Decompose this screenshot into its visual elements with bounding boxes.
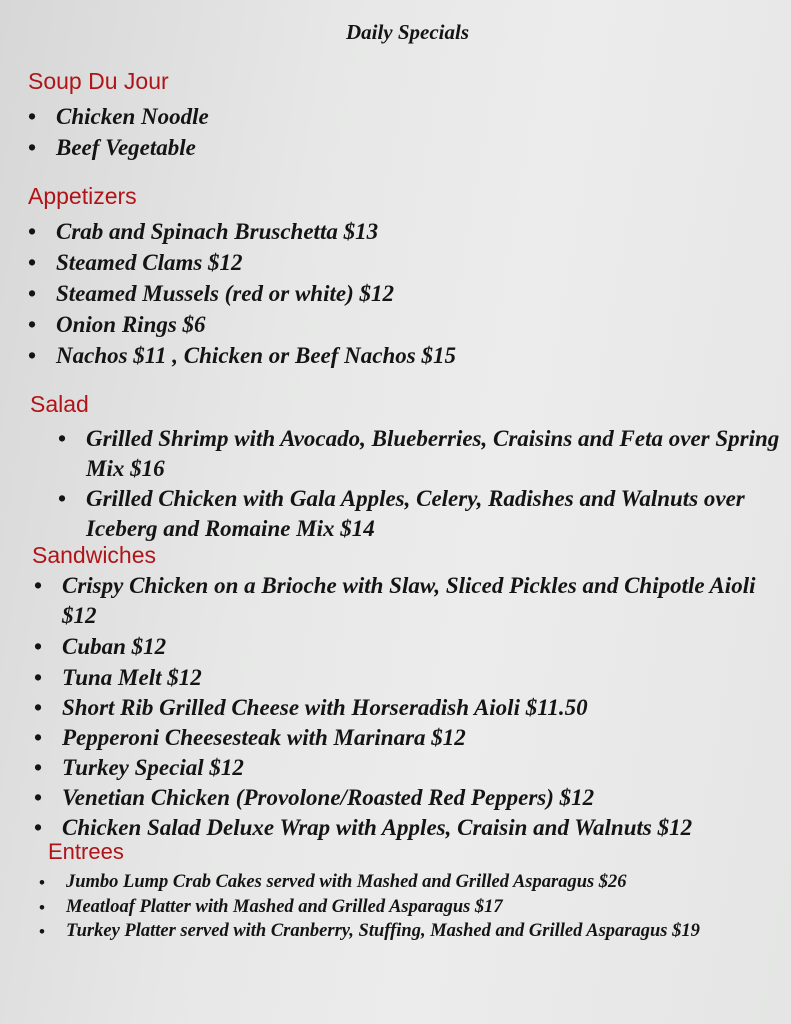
salad-list <box>58 424 782 544</box>
list-item: • Chicken Noodle <box>28 104 209 129</box>
list-item: • Cuban $12 <box>34 634 167 659</box>
list-item: • Short Rib Grilled Cheese with Horseradish Aioli $11.50 <box>34 695 588 720</box>
appetizers-heading: Appetizers <box>28 183 137 209</box>
entrees-heading: Entrees <box>48 839 124 864</box>
list-item: • Jumbo Lump Crab Cakes served with Mashed and Grilled Asparagus $26 <box>39 872 627 892</box>
page-title: Daily Specials <box>345 20 470 44</box>
list-item: • Meatloaf Platter with Mashed and Grilled Asparagus $17 <box>39 897 503 917</box>
list-item: • Turkey Platter served with Cranberry, Stuffing, Mashed and Grilled Asparagus $19 <box>39 921 700 941</box>
list-item: • Turkey Special $12 <box>34 755 244 780</box>
list-item: • Crispy Chicken on a Brioche with Slaw, Sliced Pickles and Chipotle Aioli $12 <box>34 573 756 628</box>
list-item: • Onion Rings $6 <box>28 312 206 337</box>
sandwiches-heading: Sandwiches <box>32 542 157 568</box>
list-item: • Tuna Melt $12 <box>34 665 202 690</box>
salad-heading: Salad <box>30 391 89 417</box>
list-item: • Chicken Salad Deluxe Wrap with Apples, Craisin and Walnuts $12 <box>34 815 693 840</box>
list-item: • Grilled Chicken with Gala Apples, Celery, Radishes and Walnuts over Iceberg and Romaine Mix $14 <box>58 486 745 541</box>
list-item: • Nachos $11 , Chicken or Beef Nachos $15 <box>28 343 456 368</box>
appetizers-list <box>28 216 456 371</box>
sandwiches-list <box>34 571 777 842</box>
soup-list <box>28 101 209 163</box>
soup-heading: Soup Du Jour <box>28 68 169 94</box>
list-item: • Steamed Clams $12 <box>28 250 243 275</box>
list-item: • Crab and Spinach Bruschetta $13 <box>28 219 379 244</box>
list-item: • Venetian Chicken (Provolone/Roasted Red Peppers) $12 <box>34 785 595 810</box>
list-item: • Steamed Mussels (red or white) $12 <box>28 281 394 306</box>
list-item: • Beef Vegetable <box>28 135 196 160</box>
list-item: • Pepperoni Cheesesteak with Marinara $12 <box>34 725 466 750</box>
entrees-list <box>39 870 781 943</box>
list-item: • Grilled Shrimp with Avocado, Blueberries, Craisins and Feta over Spring Mix $16 <box>58 426 780 481</box>
